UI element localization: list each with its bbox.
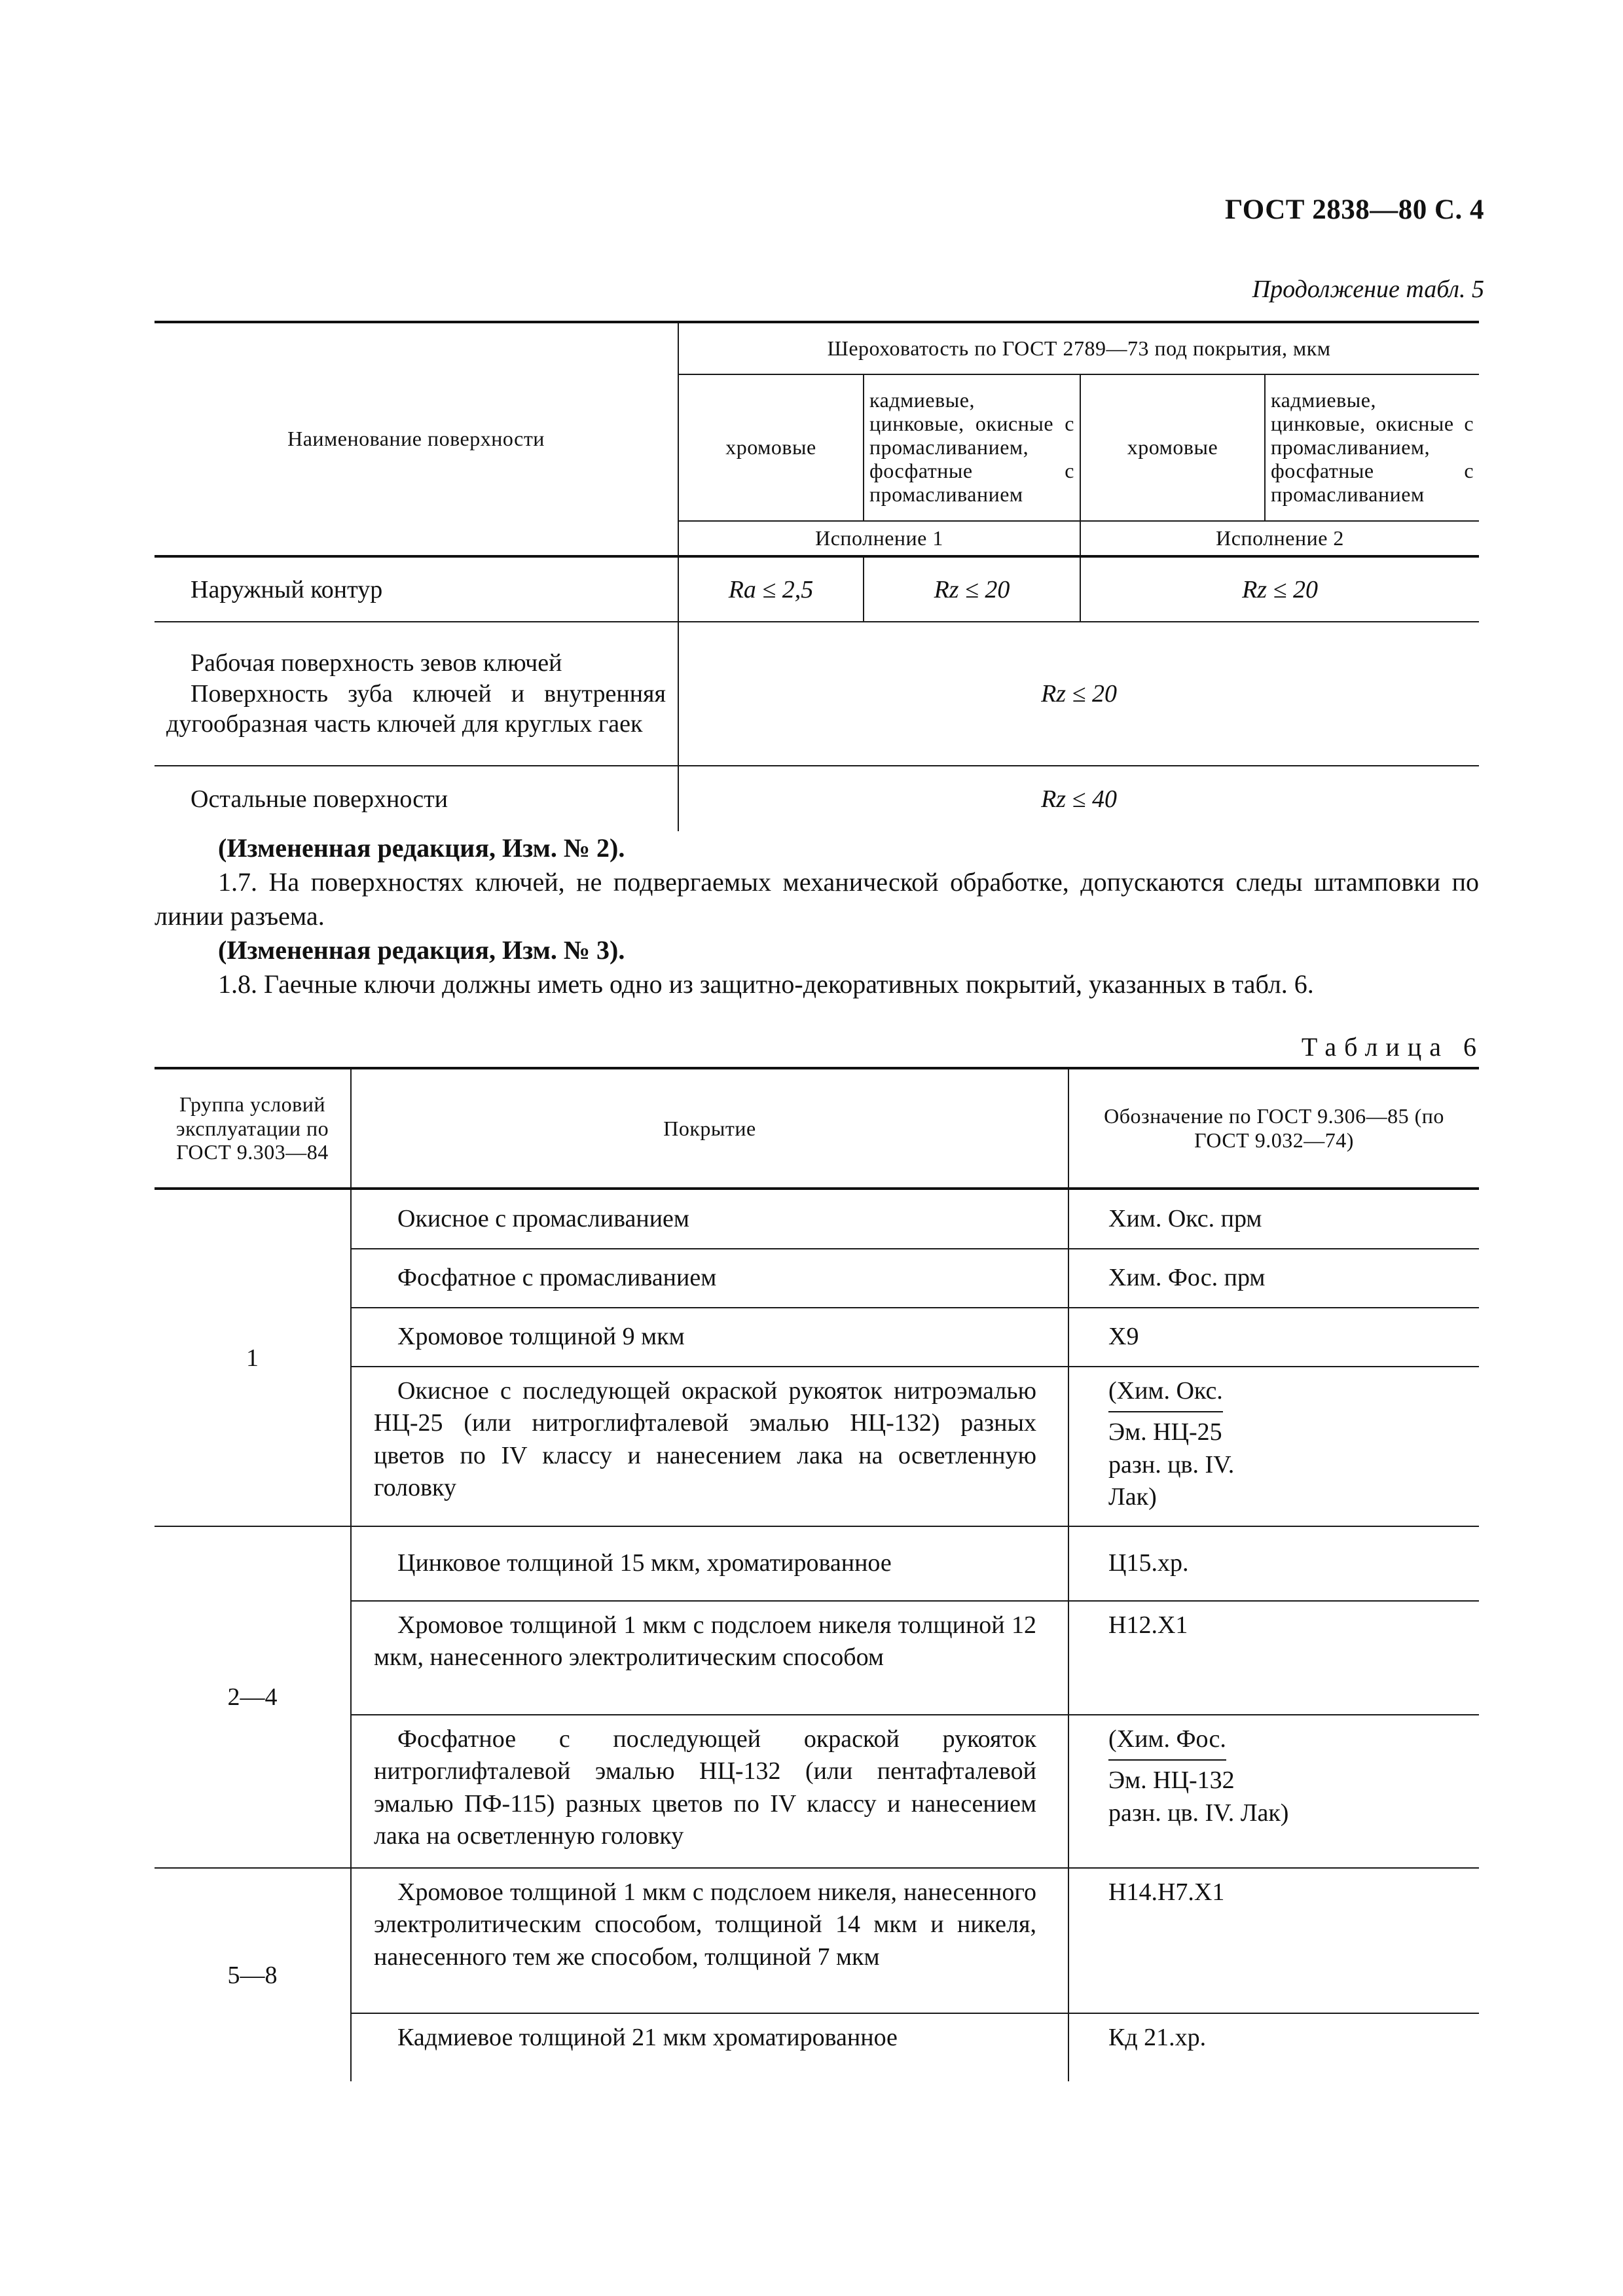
- header-coating: Покрытие: [351, 1068, 1068, 1189]
- cell-ra: Ra ≤ 2,5: [678, 556, 864, 622]
- header-cadmium-1: кадмиевые, цинковые, окисные с промасливанием, фосфатные с промасливанием: [864, 374, 1080, 521]
- amendment-2: (Измененная редакция, Изм. № 2).: [218, 833, 625, 863]
- tooth-surface-line: Поверхность зуба ключей и внутренняя дугообразная часть ключей для круглых гаек: [166, 679, 666, 738]
- cell-rz-1: Rz ≤ 20: [864, 556, 1080, 622]
- coating-text: Окисное с последующей окраской рукояток нитроэмалью НЦ-25 (или нитроглифталевой эмалью НЦ-132) разных цветов по IV классу и нанесением лака на осветленную головку: [374, 1377, 1036, 1502]
- header-designation: Обозначение по ГОСТ 9.306—85 (по ГОСТ 9.032—74): [1068, 1068, 1479, 1189]
- designation-cell: Н14.Н7.Х1: [1068, 1868, 1479, 2013]
- coating-text: Хромовое толщиной 1 мкм с подслоем никеля толщиной 12 мкм, нанесенного электролитическим способом: [374, 1611, 1036, 1672]
- coating-cell: [351, 1367, 1068, 1526]
- designation-line: Эм. НЦ-132: [1108, 1767, 1235, 1795]
- designation-line: разн. цв. IV. Лак): [1108, 1799, 1289, 1827]
- coating-cell: [351, 1189, 1068, 1249]
- cell-rz-other: Rz ≤ 40: [678, 766, 1479, 831]
- coating-text: Кадмиевое толщиной 21 мкм хроматированное: [397, 2024, 898, 2051]
- designation-cell: Н12.Х1: [1068, 1601, 1479, 1715]
- group-2-4: 2—4: [155, 1526, 351, 1868]
- designation-line: Эм. НЦ-25: [1108, 1418, 1222, 1446]
- row-working-surface: [155, 622, 678, 766]
- group-1: 1: [155, 1189, 351, 1526]
- designation-cell: Х9: [1068, 1308, 1479, 1367]
- working-surface-line: Рабочая поверхность зевов ключей: [191, 649, 562, 677]
- designation-cell: [1068, 1715, 1479, 1868]
- designation-cell: Хим. Фос. прм: [1068, 1249, 1479, 1308]
- designation-line: Лак): [1108, 1483, 1157, 1511]
- designation-cell: Кд 21.хр.: [1068, 2013, 1479, 2081]
- header-execution-1: Исполнение 1: [678, 521, 1080, 556]
- header-surface-name: Наименование поверхности: [155, 322, 678, 556]
- coating-text: Хромовое толщиной 9 мкм: [397, 1323, 685, 1351]
- header-chrome-1: хромовые: [678, 374, 864, 521]
- header-group: Группа условий эксплуатации по ГОСТ 9.303—84: [155, 1068, 351, 1189]
- amendment-3: (Измененная редакция, Изм. № 3).: [218, 935, 625, 965]
- coating-cell: [351, 1715, 1068, 1868]
- coating-cell: [351, 1308, 1068, 1367]
- coating-text: Фосфатное с последующей окраской рукояток нитроглифталевой эмалью НЦ-132 (или пентафталевой эмалью ПФ-115) разных цветов по IV классу и нанесением лака на осветленную головку: [374, 1725, 1036, 1850]
- coating-cell: [351, 1868, 1068, 2013]
- table-5: [155, 321, 1479, 831]
- continuation-note: Продолжение табл. 5: [1252, 276, 1484, 303]
- row-other-surfaces: Остальные поверхности: [155, 766, 678, 831]
- header-roughness: Шероховатость по ГОСТ 2789—73 под покрытия, мкм: [678, 322, 1479, 374]
- designation-cell: [1068, 1367, 1479, 1526]
- designation-numerator: (Хим. Окс.: [1108, 1375, 1223, 1412]
- table-6: [155, 1067, 1479, 2081]
- coating-text: Окисное с промасливанием: [397, 1204, 689, 1232]
- group-5-8: 5—8: [155, 1868, 351, 2081]
- cell-rz-2: Rz ≤ 20: [1080, 556, 1479, 622]
- coating-cell: [351, 1601, 1068, 1715]
- designation-cell: Ц15.хр.: [1068, 1526, 1479, 1601]
- header-cadmium-2: кадмиевые, цинковые, окисные с промасливанием, фосфатные с промасливанием: [1265, 374, 1479, 521]
- designation-numerator: (Хим. Фос.: [1108, 1723, 1226, 1761]
- coating-text: Фосфатное с промасливанием: [397, 1264, 717, 1292]
- coating-cell: [351, 2013, 1068, 2081]
- coating-cell: [351, 1526, 1068, 1601]
- coating-cell: [351, 1249, 1068, 1308]
- header-execution-2: Исполнение 2: [1080, 521, 1479, 556]
- paragraph-1-7: 1.7. На поверхностях ключей, не подвергаемых механической обработке, допускаются следы штамповки по линии разъема.: [155, 867, 1479, 931]
- cell-rz-working: Rz ≤ 20: [678, 622, 1479, 766]
- coating-text: Цинковое толщиной 15 мкм, хроматированное: [397, 1549, 892, 1577]
- header-chrome-2: хромовые: [1080, 374, 1265, 521]
- table-6-label: Таблица 6: [1301, 1032, 1484, 1062]
- designation-line: разн. цв. IV.: [1108, 1450, 1235, 1479]
- page-header: ГОСТ 2838—80 С. 4: [1224, 194, 1484, 225]
- paragraph-1-8: 1.8. Гаечные ключи должны иметь одно из защитно-декоративных покрытий, указанных в табл. 6.: [218, 969, 1314, 999]
- designation-cell: Хим. Окс. прм: [1068, 1189, 1479, 1249]
- body-text: [155, 831, 1479, 1001]
- coating-text: Хромовое толщиной 1 мкм с подслоем никеля, нанесенного электролитическим способом, толщиной 14 мкм и никеля, нанесенного тем же способом, толщиной 7 мкм: [374, 1878, 1036, 1971]
- row-outer-contour: Наружный контур: [155, 556, 678, 622]
